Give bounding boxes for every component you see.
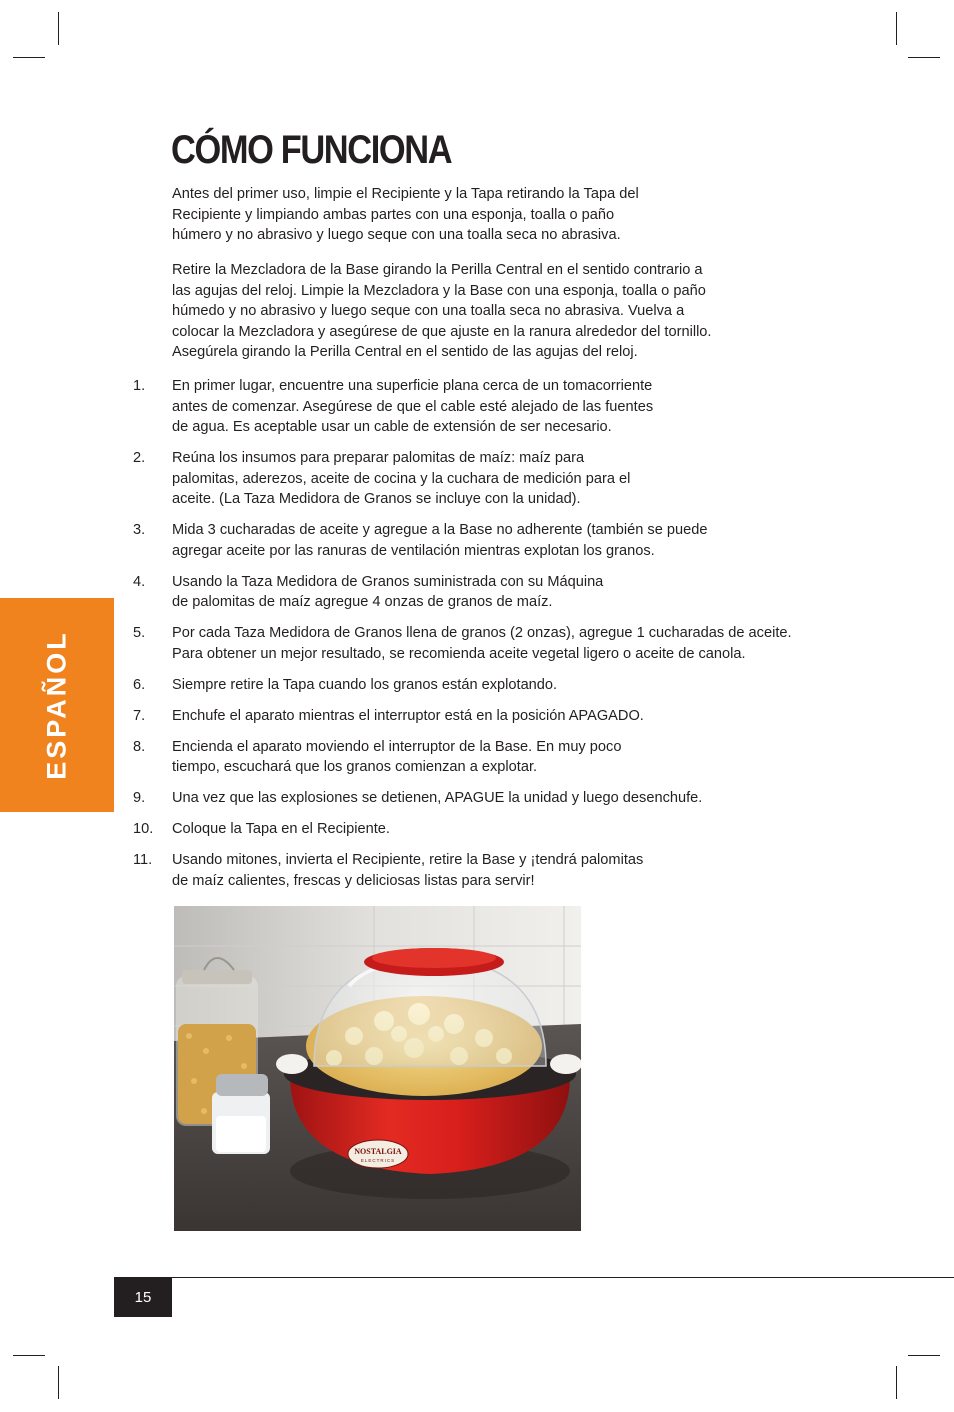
- step-text: Enchufe el aparato mientras el interruptor está en la posición APAGADO.: [172, 707, 644, 724]
- step-text: Por cada Taza Medidora de Granos llena de granos (2 onzas), agregue 1 cucharadas de aceite.: [172, 625, 792, 641]
- text-line: húmedo y no abrasivo y luego seque con una toalla seca no abrasiva. Vuelva a: [172, 303, 685, 319]
- instruction-steps: [133, 376, 833, 902]
- step-text: Usando mitones, invierta el Recipiente, retire la Base y ¡tendrá palomitas: [172, 852, 644, 868]
- step-item: [133, 376, 833, 438]
- crop-mark: [896, 12, 897, 45]
- step-text: Mida 3 cucharadas de aceite y agregue a la Base no adherente (también se puede: [172, 522, 708, 538]
- crop-mark: [58, 1366, 59, 1399]
- step-item: [133, 572, 833, 613]
- step-text: Usando la Taza Medidora de Granos suministrada con su Máquina: [172, 573, 604, 590]
- step-text: En primer lugar, encuentre una superficie plana cerca de un tomacorriente: [172, 378, 653, 394]
- text-line: Recipiente y limpiando ambas partes con una esponja, toalla o paño: [172, 206, 615, 223]
- text-line: húmero y no abrasivo y luego seque con una toalla seca no abrasiva.: [172, 227, 621, 243]
- step-text: Una vez que las explosiones se detienen, APAGUE la unidad y luego desenchufe.: [172, 790, 703, 806]
- crop-mark: [58, 12, 59, 45]
- step-item: [133, 623, 833, 664]
- step-number: 1.: [133, 378, 146, 394]
- product-photo: [174, 906, 581, 1231]
- language-tab: [0, 598, 114, 812]
- intro-paragraph-1: [172, 184, 639, 246]
- text-line: Retire la Mezcladora de la Base girando la Perilla Central en el sentido contrario a: [172, 262, 703, 278]
- step-text: Encienda el aparato moviendo el interruptor de la Base. En muy poco: [172, 738, 622, 755]
- step-text: de palomitas de maíz agregue 4 onzas de granos de maíz.: [172, 594, 553, 610]
- step-number: 5.: [133, 625, 146, 641]
- logo-text: ELECTRICS: [360, 1158, 396, 1163]
- step-number: 11.: [133, 852, 153, 868]
- crop-mark: [908, 57, 940, 58]
- crop-mark: [896, 1366, 897, 1399]
- step-item: [133, 850, 833, 891]
- step-text: de maíz calientes, frescas y deliciosas listas para servir!: [172, 872, 535, 889]
- step-text: tiempo, escuchará que los granos comienzan a explotar.: [172, 759, 538, 775]
- text-line: las agujas del reloj. Limpie la Mezcladora y la Base con una esponja, toalla o paño: [172, 282, 706, 299]
- logo-text: NOSTALGIA: [354, 1147, 402, 1156]
- page-title: CÓMO FUNCIONA: [171, 128, 452, 172]
- crop-mark: [13, 1355, 45, 1356]
- step-number: 2.: [133, 450, 146, 466]
- page-number: 15: [114, 1277, 172, 1317]
- step-number: 10.: [133, 821, 154, 837]
- step-text: palomitas, aderezos, aceite de cocina y la cuchara de medición para el: [172, 470, 631, 487]
- intro-paragraph-2: [172, 260, 711, 363]
- step-number: 4.: [133, 573, 146, 590]
- step-item: [133, 706, 833, 727]
- step-text: Para obtener un mejor resultado, se recomienda aceite vegetal ligero o aceite de canola.: [172, 645, 746, 662]
- step-item: [133, 520, 833, 561]
- text-line: Antes del primer uso, limpie el Recipiente y la Tapa retirando la Tapa del: [172, 186, 639, 202]
- step-text: Coloque la Tapa en el Recipiente.: [172, 821, 390, 837]
- step-number: 6.: [133, 676, 146, 693]
- crop-mark: [13, 57, 45, 58]
- step-item: [133, 788, 833, 809]
- step-item: [133, 737, 833, 778]
- text-line: colocar la Mezcladora y asegúrese de que ajuste en la ranura alrededor del tornillo.: [172, 323, 712, 340]
- step-item: [133, 675, 833, 696]
- step-text: aceite. (La Taza Medidora de Granos se incluye con la unidad).: [172, 491, 581, 507]
- step-item: [133, 819, 833, 840]
- step-text: agregar aceite por las ranuras de ventilación mientras explotan los granos.: [172, 542, 655, 559]
- language-tab-label: ESPAÑOL: [41, 630, 72, 780]
- step-text: antes de comenzar. Asegúrese de que el cable esté alejado de las fuentes: [172, 398, 654, 415]
- step-number: 7.: [133, 707, 146, 724]
- step-text: Siempre retire la Tapa cuando los granos están explotando.: [172, 676, 558, 693]
- step-number: 9.: [133, 790, 146, 806]
- footer-rule: [114, 1277, 954, 1278]
- step-text: de agua. Es aceptable usar un cable de extensión de ser necesario.: [172, 419, 612, 435]
- step-number: 8.: [133, 738, 146, 755]
- step-number: 3.: [133, 522, 146, 538]
- text-line: Asegúrela girando la Perilla Central en el sentido de las agujas del reloj.: [172, 344, 638, 360]
- step-text: Reúna los insumos para preparar palomitas de maíz: maíz para: [172, 450, 585, 466]
- step-item: [133, 448, 833, 510]
- crop-mark: [908, 1355, 940, 1356]
